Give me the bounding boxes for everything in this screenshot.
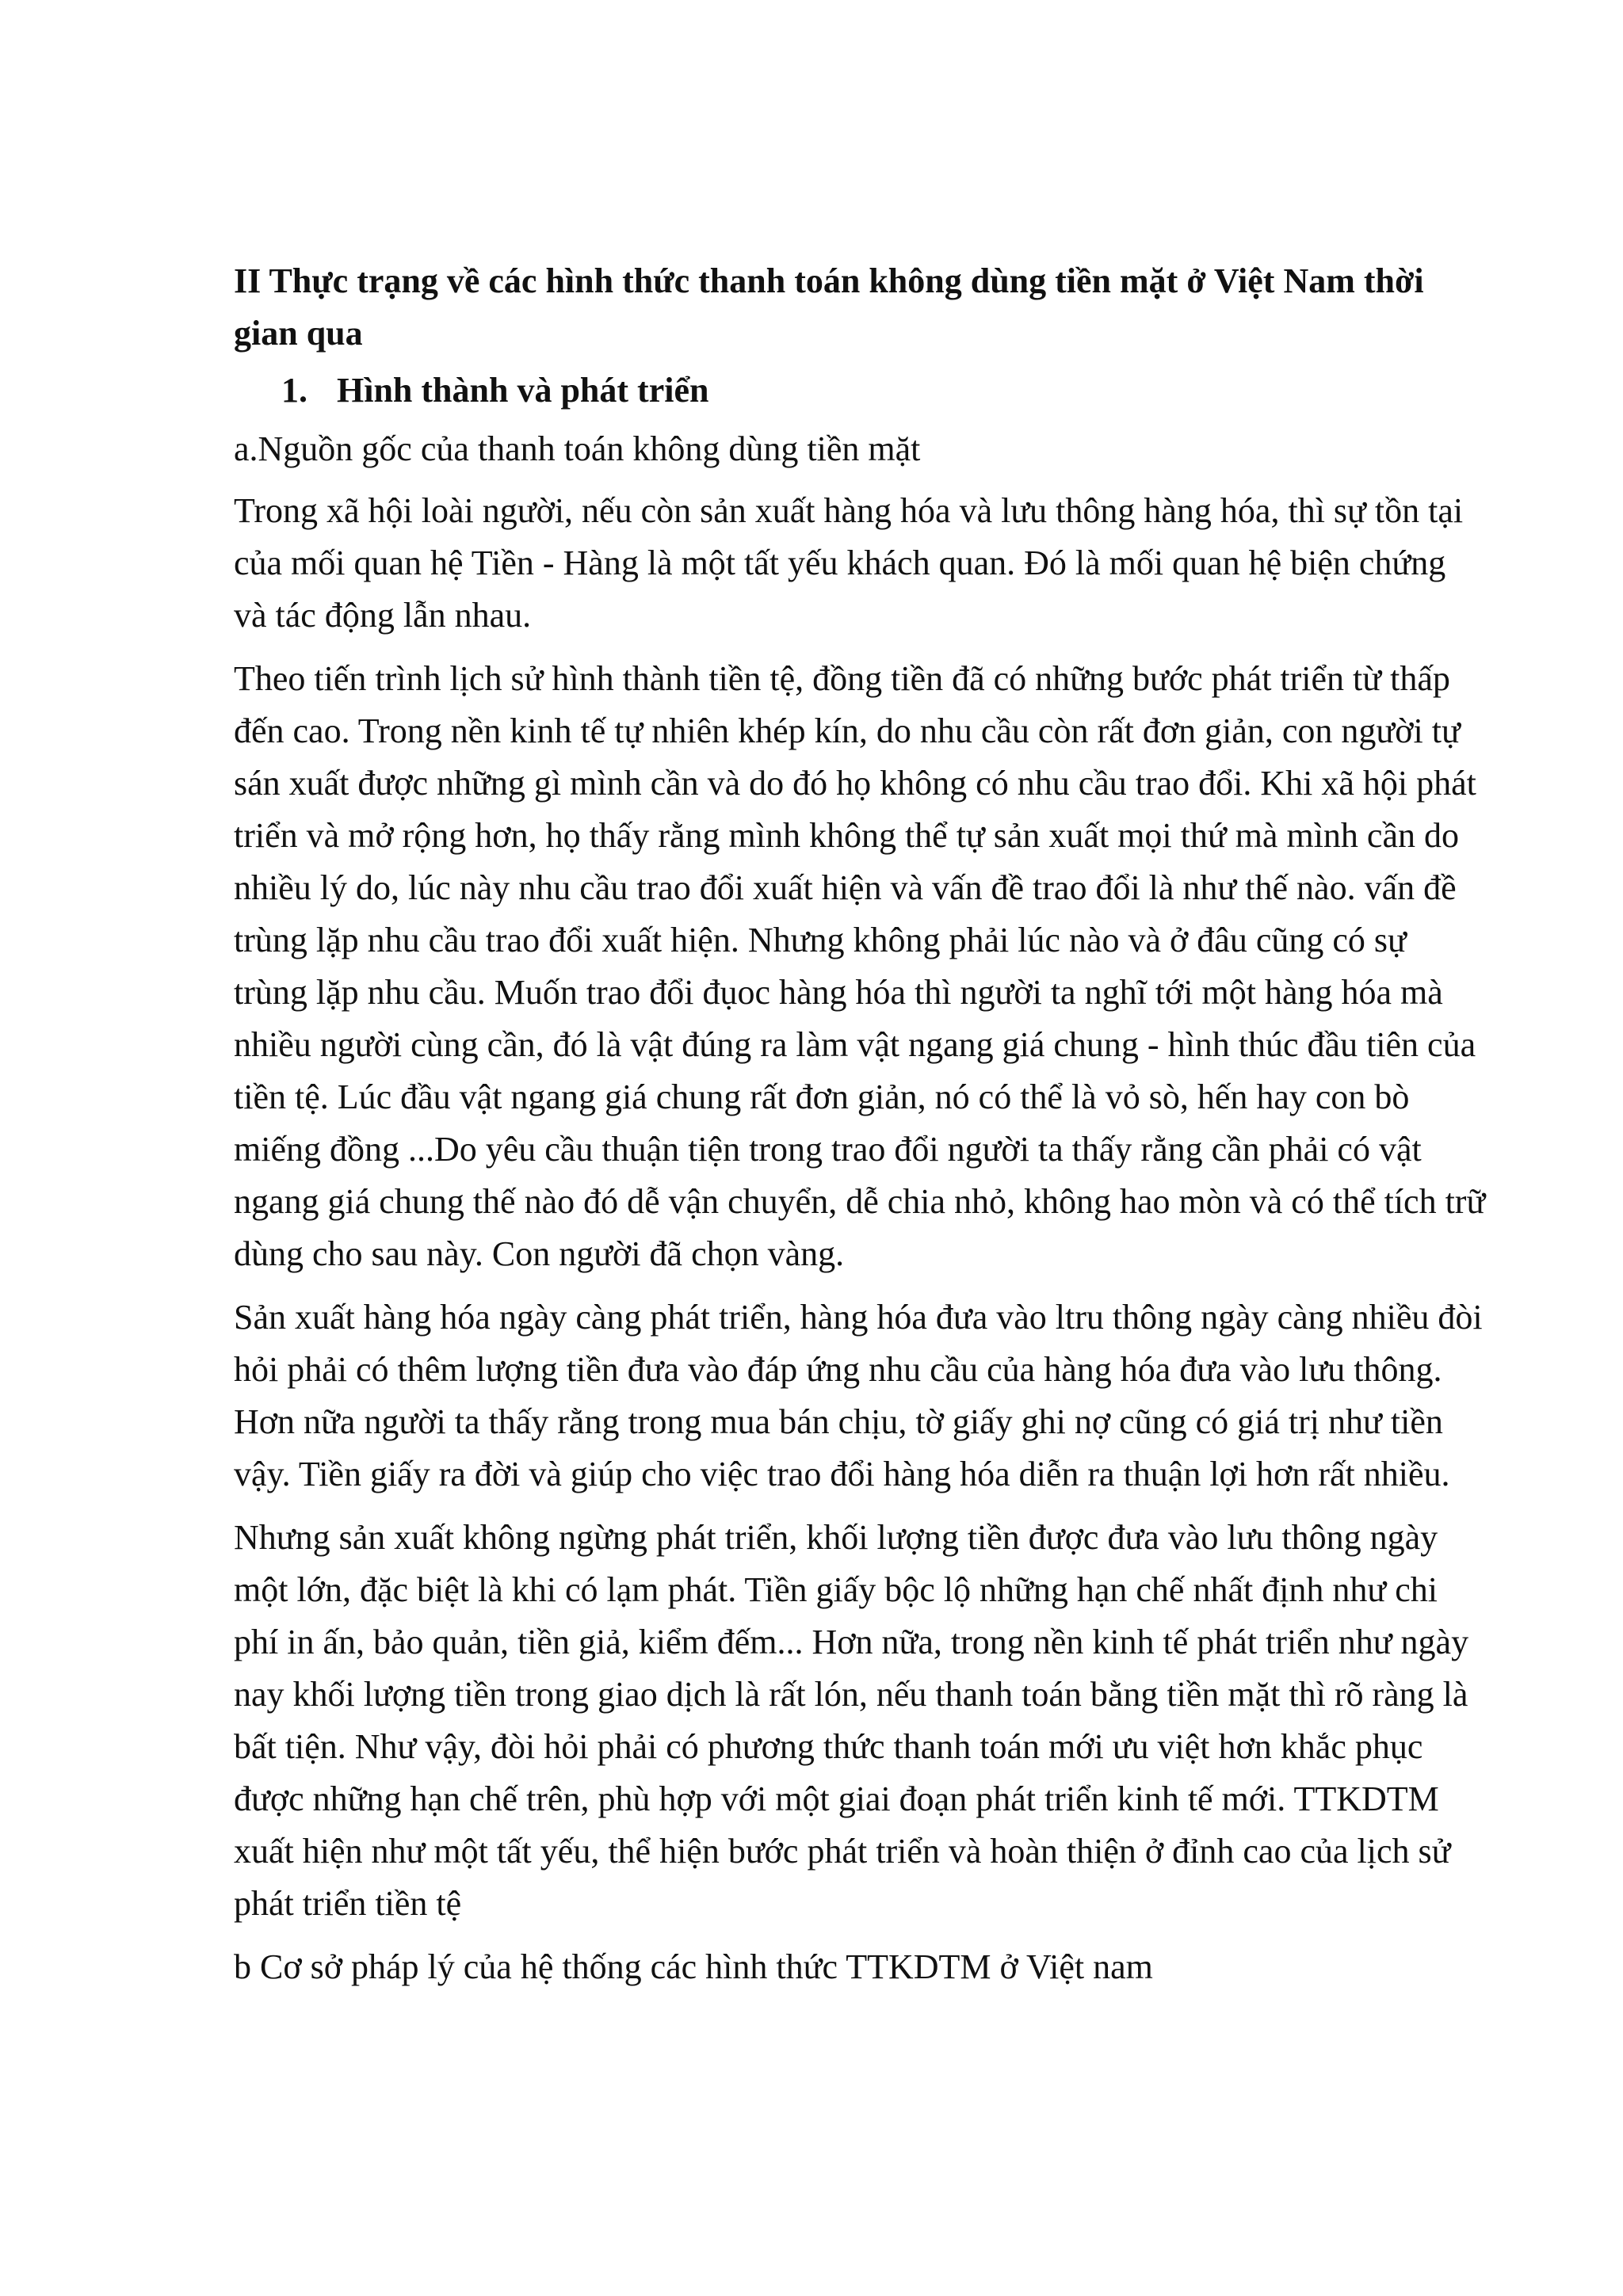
paragraph: Trong xã hội loài người, nếu còn sản xuất hàng hóa và lưu thông hàng hóa, thì sự tồn tại của mối quan hệ Tiền - Hàng là một tất yếu khách quan. Đó là mối quan hệ biện chứng và tác động lẫn nhau.: [234, 491, 1464, 635]
paragraph: Nhưng sản xuất không ngừng phát triển, khối lượng tiền được đưa vào lưu thông ngày một lớn, đặc biệt là khi có lạm phát. Tiền giấy bộc lộ những hạn chế nhất định như chi phí in ấn, bảo quản, tiền giả, kiểm đếm... Hơn nữa, trong nền kinh tế phát triển như ngày nay khối lượng tiền trong giao dịch là rất lón, nếu thanh toán bằng tiền mặt thì rõ ràng là bất tiện. Như vậy, đòi hỏi phải có phương thức thanh toán mới ưu việt hơn khắc phục được những hạn chế trên, phù hợp với một giai đoạn phát triển kinh tế mới. TTKDTM xuất hiện như một tất yếu, thể hiện bước phát triển và hoàn thiện ở đỉnh cao của lịch sử phát triển tiền tệ: [234, 1518, 1469, 1923]
section-b-label: b Cơ sở pháp lý của hệ thống các hình thức TTKDTM ở Việt nam: [234, 1947, 1153, 1986]
section-a-label: a.Nguồn gốc của thanh toán không dùng tiền mặt: [234, 429, 921, 468]
paragraph: Sản xuất hàng hóa ngày càng phát triển, hàng hóa đưa vào ltru thông ngày càng nhiều đòi hỏi phải có thêm lượng tiền đưa vào đáp ứng nhu cầu của hàng hóa đưa vào lưu thông. Hơn nữa người ta thấy rằng trong mua bán chịu, tờ giấy ghi nợ cũng có giá trị như tiền vậy. Tiền giấy ra đời và giúp cho việc trao đổi hàng hóa diễn ra thuận lợi hơn rất nhiều.: [234, 1298, 1483, 1493]
paragraph: Theo tiến trình lịch sử hình thành tiền tệ, đồng tiền đã có những bước phát triển từ thấp đến cao. Trong nền kinh tế tự nhiên khép kín, do nhu cầu còn rất đơn giản, con người tự sán xuất được những gì mình cần và do đó họ không có nhu cầu trao đổi. Khi xã hội phát triển và mở rộng hơn, họ thấy rằng mình không thể tự sản xuất mọi thứ mà mình cần do nhiều lý do, lúc này nhu cầu trao đổi xuất hiện và vấn đề trao đổi là như thế nào. vấn đề trùng lặp nhu cầu trao đổi xuất hiện. Nhưng không phải lúc nào và ở đâu cũng có sự trùng lặp nhu cầu. Muốn trao đổi đụoc hàng hóa thì người ta nghĩ tới một hàng hóa mà nhiều người cùng cần, đó là vật đúng ra làm vật ngang giá chung - hình thúc đầu tiên của tiền tệ. Lúc đầu vật ngang giá chung rất đơn giản, nó có thể là vỏ sò, hến hay con bò miếng đồng ...Do yêu cầu thuận tiện trong trao đổi người ta thấy rằng cần phải có vật ngang giá chung thế nào đó dễ vận chuyển, dễ chia nhỏ, không hao mòn và có thể tích trữ dùng cho sau này. Con người đã chọn vàng.: [234, 659, 1486, 1273]
subsection-title: Hình thành và phát triển: [337, 371, 709, 410]
section-heading: II Thực trạng về các hình thức thanh toán không dùng tiền mặt ở Việt Nam thời gian qua: [234, 261, 1424, 353]
document-body: [234, 255, 1486, 2003]
subsection-number: 1.: [281, 371, 307, 410]
subsection-heading: [234, 364, 1486, 417]
